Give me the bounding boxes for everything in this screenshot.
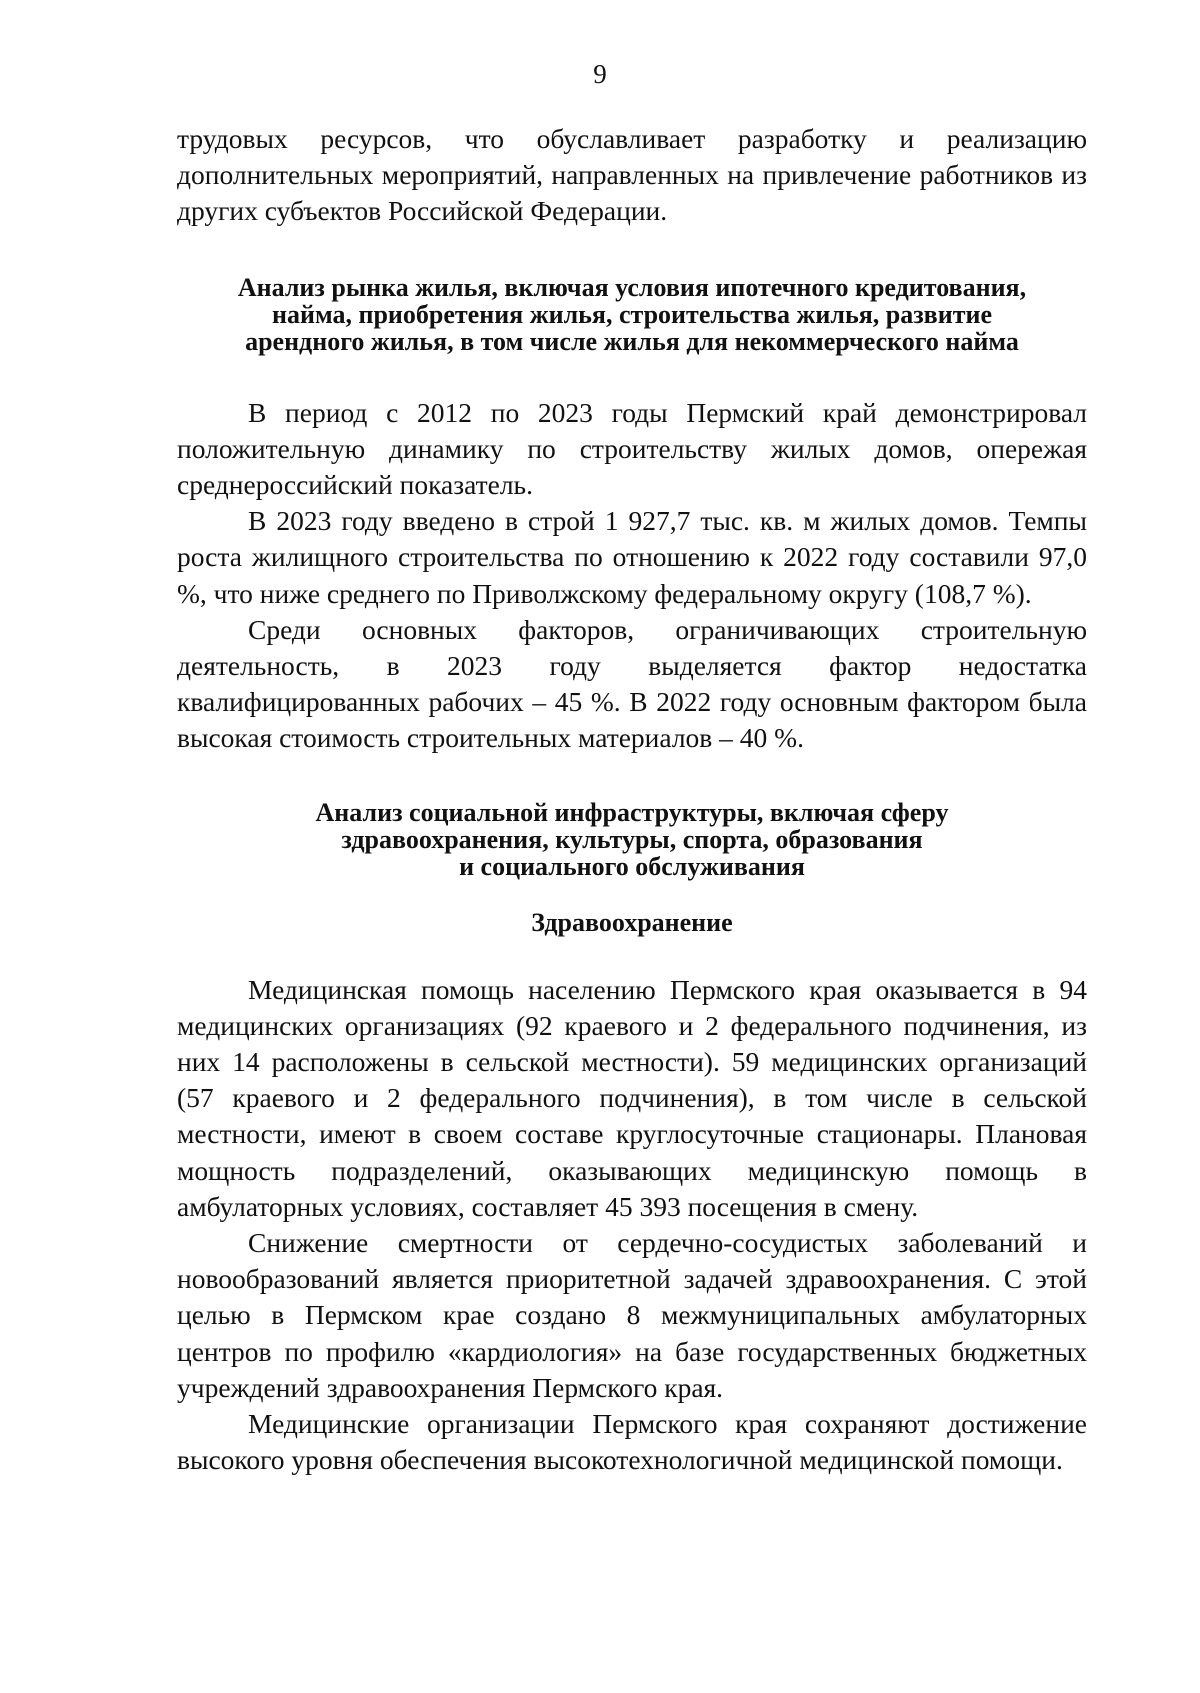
- housing-paragraph: Среди основных факторов, ограничивающих строительную деятельность, в 2023 году выделяется фактор недостатка квалифицированных рабочих – 45 %. В 2022 году основным фактором была высокая стоимость строительных материалов – 40 %.: [177, 613, 1087, 754]
- heading-line: Анализ рынка жилья, включая условия ипотечного кредитования,: [237, 272, 1027, 302]
- heading-line: Анализ социальной инфраструктуры, включая сферу: [315, 797, 949, 827]
- healthcare-sub-heading: Здравоохранение: [531, 907, 733, 937]
- healthcare-paragraph: Снижение смертности от сердечно-сосудистых заболеваний и новообразований является приоритетной задачей здравоохранения. С этой целью в Пермском крае создано 8 межмуниципальных амбулаторных центров по профилю «кардиология» на базе государственных бюджетных учреждений здравоохранения Пермского края.: [177, 1227, 1087, 1403]
- healthcare-paragraph: Медицинская помощь населению Пермского края оказывается в 94 медицинских организациях (92 краевого и 2 федерального подчинения, из них 14 расположены в сельской местности). 59 медицинских организаций (57 краевого и 2 федерального подчинения), в том числе в сельской местности, имеют в своем составе круглосуточные стационары. Плановая мощность подразделений, оказывающих медицинскую помощь в амбулаторных условиях, составляет 45 393 посещения в смену.: [177, 973, 1087, 1222]
- page-content: [177, 121, 1087, 1478]
- heading-line: и социального обслуживания: [459, 851, 805, 881]
- housing-paragraph: В 2023 году введено в строй 1 927,7 тыс. кв. м жилых домов. Темпы роста жилищного строительства по отношению к 2022 году составили 97,0 %, что ниже среднего по Приволжскому федеральному округу (108,7 %).: [177, 505, 1087, 609]
- heading-line: арендного жилья, в том числе жилья для некоммерческого найма: [245, 326, 1019, 356]
- intro-paragraph: трудовых ресурсов, что обуславливает разработку и реализацию дополнительных мероприятий, направленных на привлечение работников из других субъектов Российской Федерации.: [177, 123, 1087, 227]
- heading-line: здравоохранения, культуры, спорта, образования: [341, 824, 923, 854]
- healthcare-paragraph: Медицинские организации Пермского края сохраняют достижение высокого уровня обеспечения высокотехнологичной медицинской помощи.: [177, 1408, 1087, 1476]
- housing-paragraph: В период с 2012 по 2023 годы Пермский край демонстрировал положительную динамику по строительству жилых домов, опережая среднероссийский показатель.: [177, 396, 1087, 501]
- page-number: 9: [593, 59, 607, 89]
- social-section-heading: [177, 799, 1087, 880]
- heading-line: найма, приобретения жилья, строительства жилья, развитие: [271, 299, 992, 329]
- housing-section-heading: [177, 274, 1087, 355]
